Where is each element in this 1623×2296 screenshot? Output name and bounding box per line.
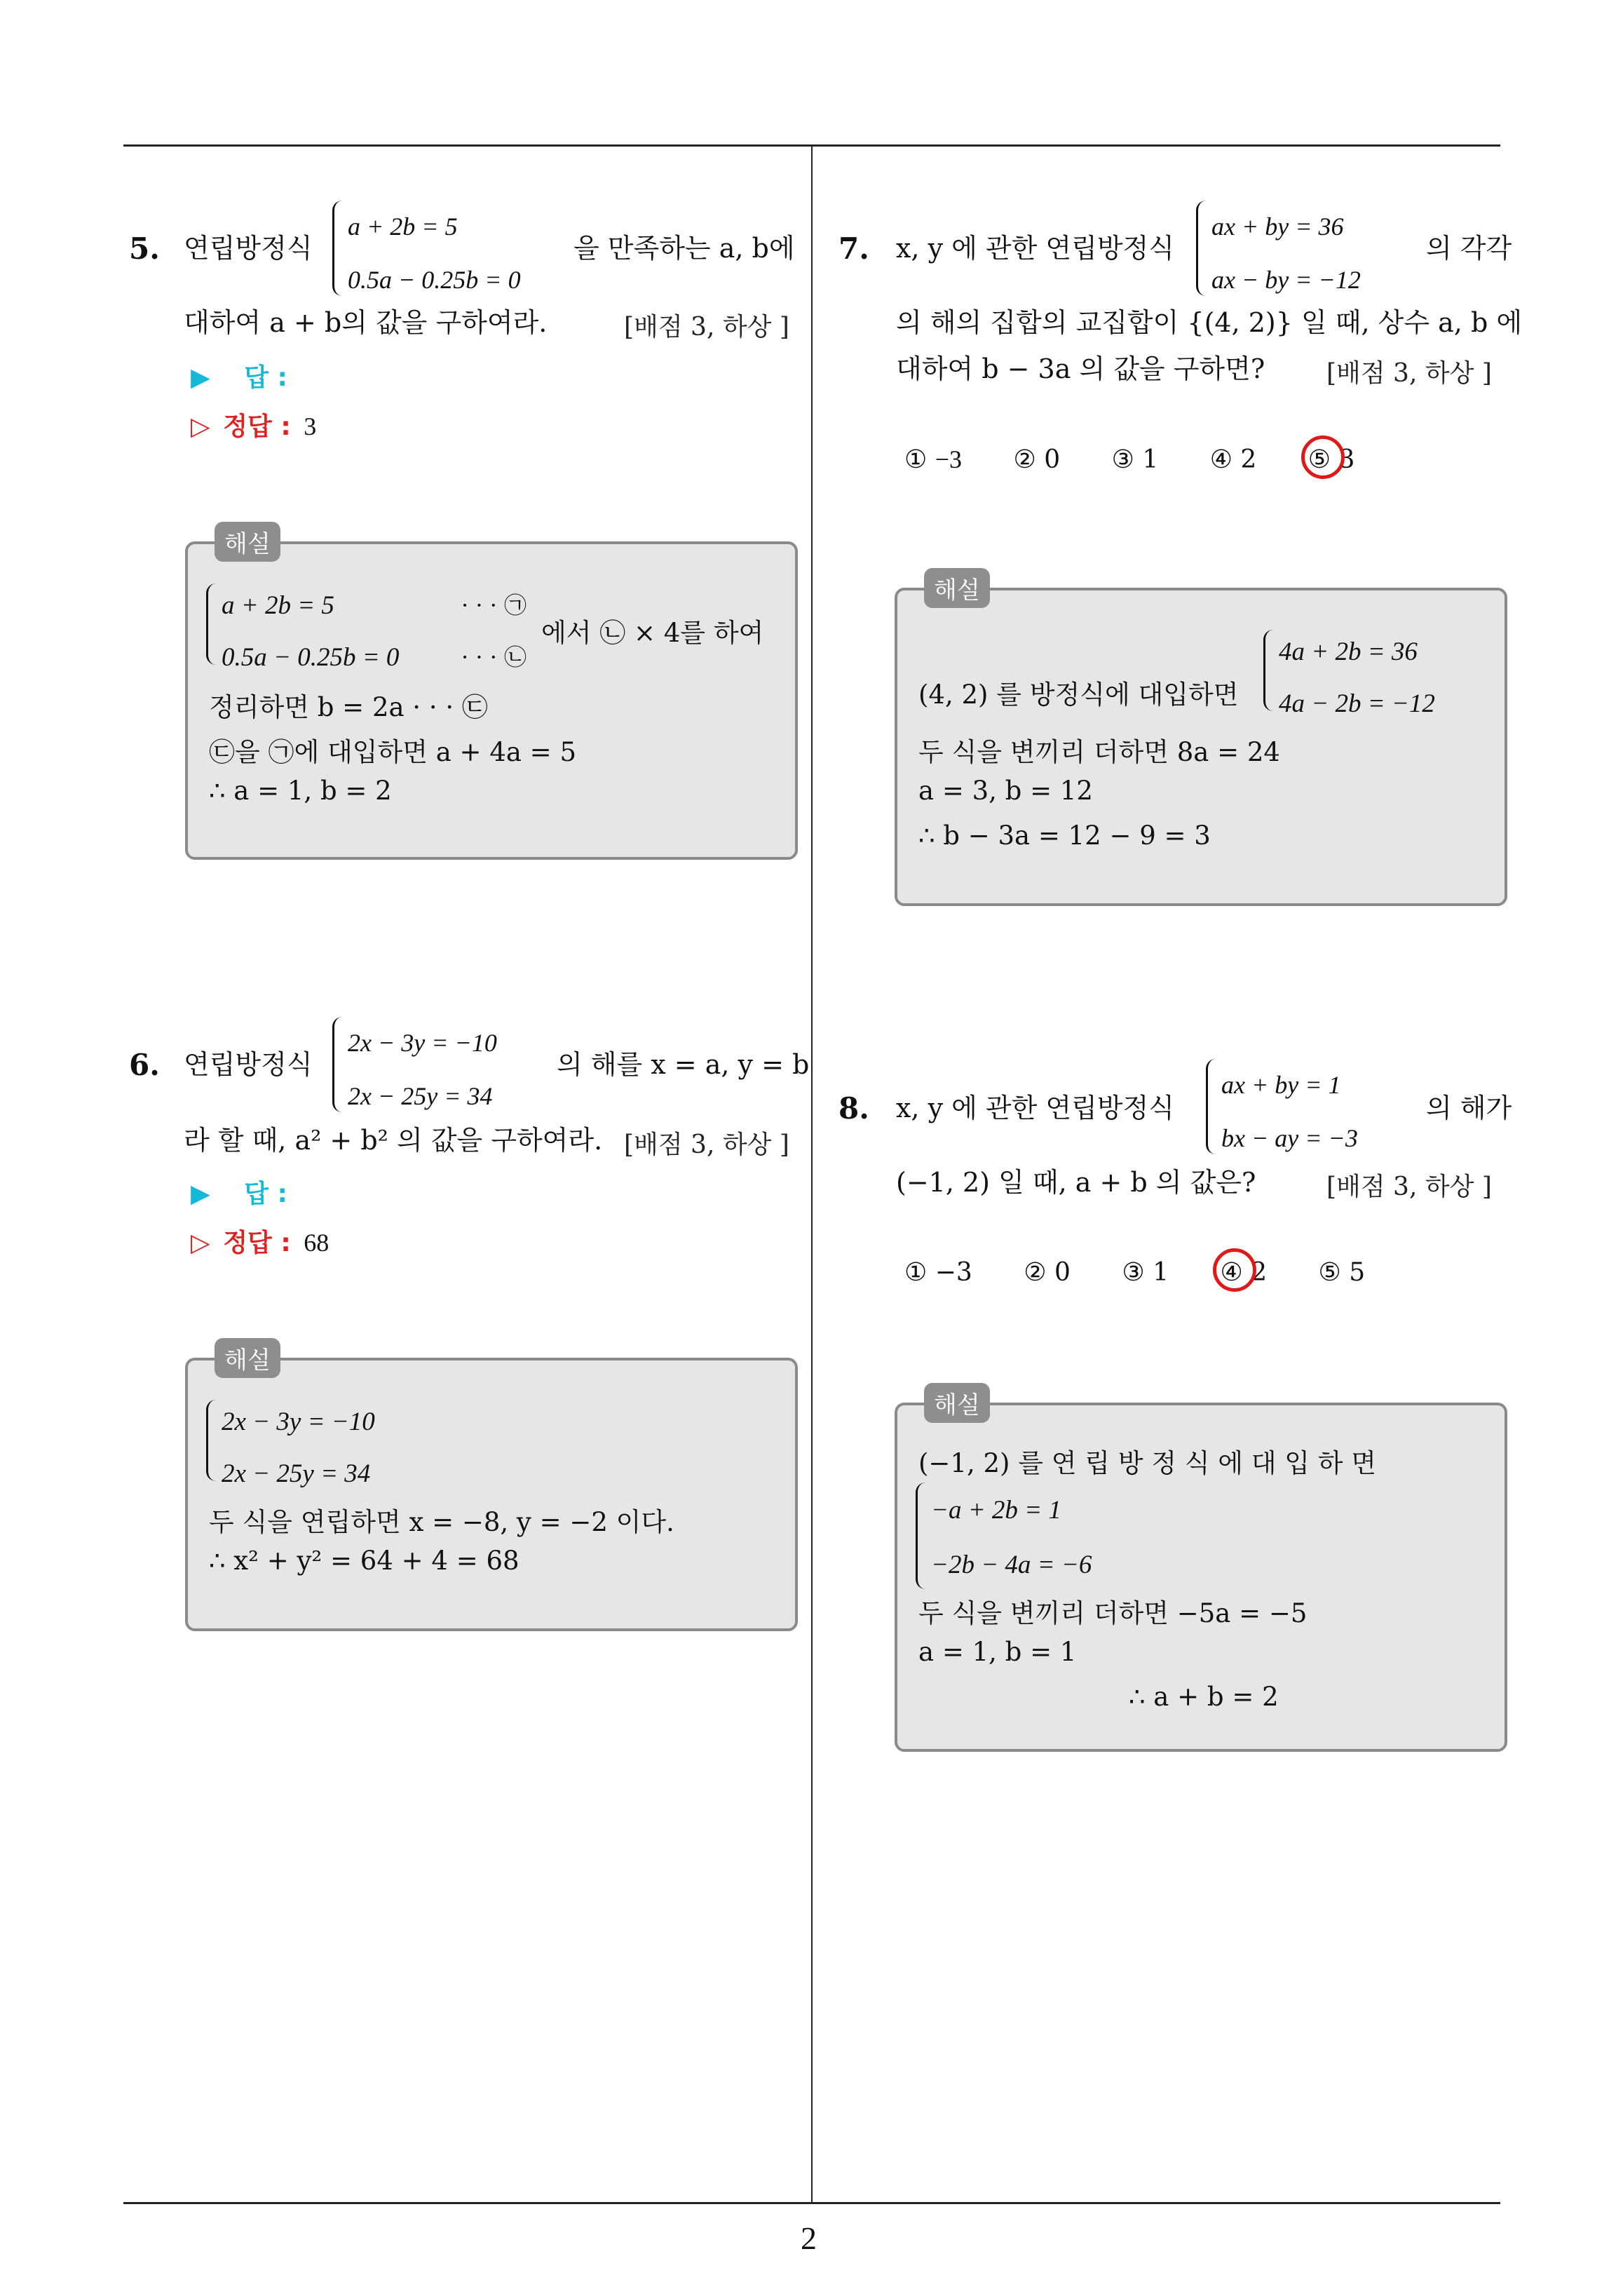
explanation-box [185,530,798,860]
score-label: [배점 3, 하상 ] [1326,359,1492,388]
play-arrow-icon: ▶ [191,363,210,392]
outline-arrow-icon: ▷ [191,412,210,441]
equation-1: ax + by = 36 [1211,212,1344,241]
question-number: 6. [129,1048,160,1082]
choice-4[interactable]: ④ 2 [1209,445,1257,474]
explanation-brace [916,1483,929,1589]
score-label: [배점 3, 하상 ] [624,313,789,342]
explanation-sys-eq2: 4a − 2b = −12 [1279,689,1435,718]
explanation-sys-suffix: 에서 ㉡ × 4를 하여 [541,618,764,648]
explanation-box [895,576,1507,906]
equation-2: 2x − 25y = 34 [348,1082,493,1110]
explanation-sys-eq2: 0.5a − 0.25b = 0 [222,643,400,672]
choice-1[interactable]: ① −3 [904,445,963,474]
explanation-sys-eq1: 4a + 2b = 36 [1279,637,1418,666]
choice-2[interactable]: ② 0 [1013,445,1061,474]
score-label: [배점 3, 하상 ] [624,1130,789,1159]
choice-3[interactable]: ③ 1 [1122,1258,1169,1287]
equation-1: a + 2b = 5 [348,212,458,241]
column-divider [811,144,813,2203]
equation-2: bx − ay = −3 [1221,1124,1358,1152]
choice-2[interactable]: ② 0 [1024,1258,1071,1287]
explanation-line-1: 정리하면 b = 2a · · · ㉢ [209,692,488,722]
explanation-line-2: ∴ x² + y² = 64 + 4 = 68 [209,1546,520,1576]
play-arrow-icon: ▶ [191,1180,210,1208]
explanation-sys-eq2: 2x − 25y = 34 [222,1459,371,1488]
question-prompt-suffix: 의 해가 [1426,1093,1512,1123]
question-prompt-suffix: 을 만족하는 a, b에 [573,233,795,264]
explanation-sys-eq1: 2x − 3y = −10 [222,1407,375,1436]
correct-answer-row [191,407,316,443]
question-number: 8. [838,1091,869,1126]
answer-label: 답 : [244,363,287,392]
question-prompt-prefix: x, y 에 관한 연립방정식 [896,233,1174,264]
equation-brace [1196,201,1211,296]
explanation-line-3: a = 3, b = 12 [918,776,1093,806]
choice-4[interactable]: ④ 2 [1220,1258,1267,1287]
correct-answer-value: 3 [304,412,317,440]
explanation-tag: 해설 [924,1383,990,1423]
choice-1[interactable]: ① −3 [904,1258,972,1287]
correct-answer-label: 정답 : [223,412,291,441]
choice-5[interactable]: ⑤ 5 [1318,1258,1366,1287]
score-label: [배점 3, 하상 ] [1326,1173,1492,1201]
explanation-line-2: 두 식을 변끼리 더하면 8a = 24 [918,737,1280,767]
explanation-line-1: 두 식을 연립하면 x = −8, y = −2 이다. [209,1507,674,1537]
explanation-brace [206,583,219,665]
equation-brace [1206,1059,1221,1154]
answer-row [191,1174,287,1210]
question-line-3: 대하여 b − 3a 의 값을 구하면? [896,353,1265,384]
explanation-brace [1263,630,1277,711]
question-line-2: 라 할 때, a² + b² 의 값을 구하여라. [184,1125,603,1156]
outline-arrow-icon: ▷ [191,1229,210,1257]
explanation-sys-eq1: a + 2b = 5 [222,591,334,620]
question-number: 7. [838,231,869,266]
explanation-line-1: (4, 2) 를 방정식에 대입하면 [918,680,1239,710]
selected-answer-circle [1213,1248,1256,1292]
explanation-sys-mark1: · · · ㉠ [461,592,527,619]
choice-3[interactable]: ③ 1 [1111,445,1159,474]
question-prompt-suffix: 의 해를 x = a, y = b [557,1049,810,1080]
page-number: 2 [801,2220,817,2256]
answer-label: 답 : [244,1180,287,1208]
question-line-2: (−1, 2) 일 때, a + b 의 값은? [896,1167,1256,1198]
question-prompt-prefix: x, y 에 관한 연립방정식 [896,1093,1174,1123]
correct-answer-row [191,1223,329,1259]
explanation-line-3: ∴ a = 1, b = 2 [209,776,392,806]
explanation-sys-mark2: · · · ㉡ [461,644,527,670]
explanation-line-1: (−1, 2) 를 연 립 방 정 식 에 대 입 하 면 [918,1448,1377,1478]
explanation-brace [206,1400,219,1481]
explanation-line-2: 두 식을 변끼리 더하면 −5a = −5 [918,1598,1308,1628]
explanation-sys-eq1: −a + 2b = 1 [931,1496,1061,1525]
explanation-tag: 해설 [924,568,990,608]
choice-list [904,445,1398,474]
selected-answer-circle [1301,435,1345,479]
equation-brace [332,201,347,296]
explanation-line-4: ∴ b − 3a = 12 − 9 = 3 [918,821,1211,851]
correct-answer-label: 정답 : [223,1229,291,1257]
question-number: 5. [129,231,160,266]
bottom-rule [123,2202,1500,2204]
question-prompt-prefix: 연립방정식 [184,233,313,264]
equation-2: ax − by = −12 [1211,266,1361,294]
equation-1: 2x − 3y = −10 [348,1029,497,1057]
explanation-line-3: a = 1, b = 1 [918,1637,1077,1667]
question-line-2: 대하여 a + b의 값을 구하여라. [184,307,548,338]
explanation-line-2: ㉢을 ㉠에 대입하면 a + 4a = 5 [209,737,576,767]
explanation-sys-eq2: −2b − 4a = −6 [931,1551,1092,1579]
choice-5[interactable]: ⑤ 3 [1308,445,1355,474]
explanation-box [185,1346,798,1631]
explanation-box [895,1391,1507,1752]
answer-row [191,358,287,393]
explanation-tag: 해설 [215,1338,280,1378]
explanation-line-4: ∴ a + b = 2 [1129,1682,1279,1712]
equation-brace [332,1017,347,1112]
question-line-2: 의 해의 집합의 교집합이 {(4, 2)} 일 때, 상수 a, b 에 [896,307,1523,338]
equation-1: ax + by = 1 [1221,1071,1341,1099]
explanation-tag: 해설 [215,522,280,562]
question-prompt-suffix: 의 각각 [1426,233,1512,264]
correct-answer-value: 68 [304,1229,330,1257]
choice-list [904,1258,1408,1287]
question-prompt-prefix: 연립방정식 [184,1049,313,1080]
equation-2: 0.5a − 0.25b = 0 [348,266,521,294]
